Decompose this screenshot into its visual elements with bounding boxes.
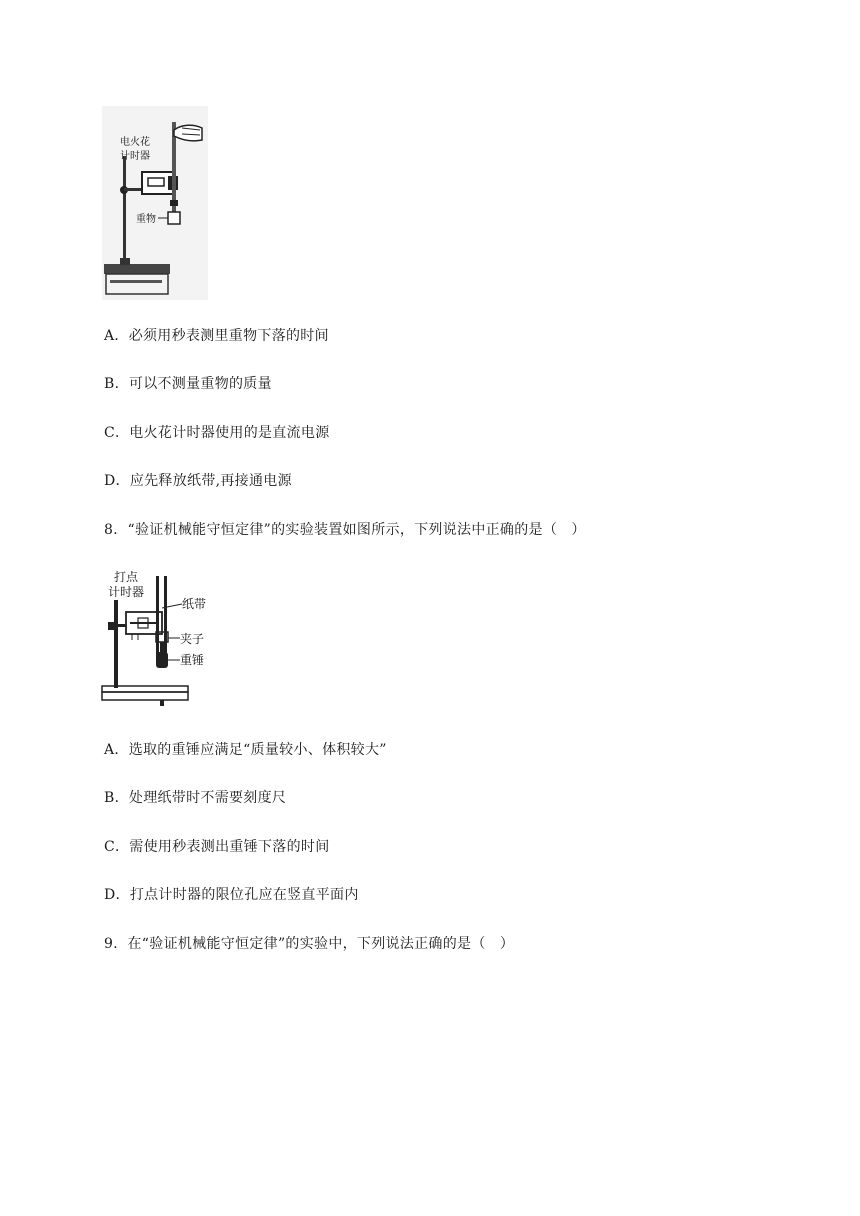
q8-option-d: D．打点计时器的限位孔应在竖直平面内	[104, 887, 359, 903]
label-dot-timer-line2: 计时器	[108, 585, 145, 599]
q7-option-c: C．电火花计时器使用的是直流电源	[104, 425, 330, 441]
label-clip: 夹子	[180, 632, 205, 646]
q7-option-a: A．必须用秒表测里重物下落的时间	[104, 328, 329, 344]
label-paper-tape: 纸带	[182, 597, 207, 611]
label-hammer: 重锤	[180, 653, 205, 667]
q8-option-c: C．需使用秒表测出重锤下落的时间	[104, 839, 330, 855]
label-spark-timer-line1: 电火花	[120, 137, 150, 148]
label-dot-timer-line1: 打点	[114, 570, 139, 584]
figure-spark-timer-apparatus	[102, 106, 208, 300]
q7-option-d: D．应先释放纸带,再接通电源	[104, 473, 292, 489]
q9-stem: 9．在“验证机械能守恒定律”的实验中，下列说法正确的是（ ）	[104, 936, 515, 952]
q7-option-b: B．可以不测量重物的质量	[104, 376, 272, 392]
q8-option-b: B．处理纸带时不需要刻度尺	[104, 790, 287, 806]
label-spark-timer-line2: 计时器	[120, 151, 150, 162]
q8-option-a: A．选取的重锤应满足“质量较小、体积较大”	[104, 742, 387, 758]
label-weight: 重物	[136, 214, 156, 225]
figure-dot-timer-apparatus	[100, 566, 212, 708]
q8-stem: 8．“验证机械能守恒定律”的实验装置如图所示，下列说法中正确的是（ ）	[104, 522, 586, 538]
